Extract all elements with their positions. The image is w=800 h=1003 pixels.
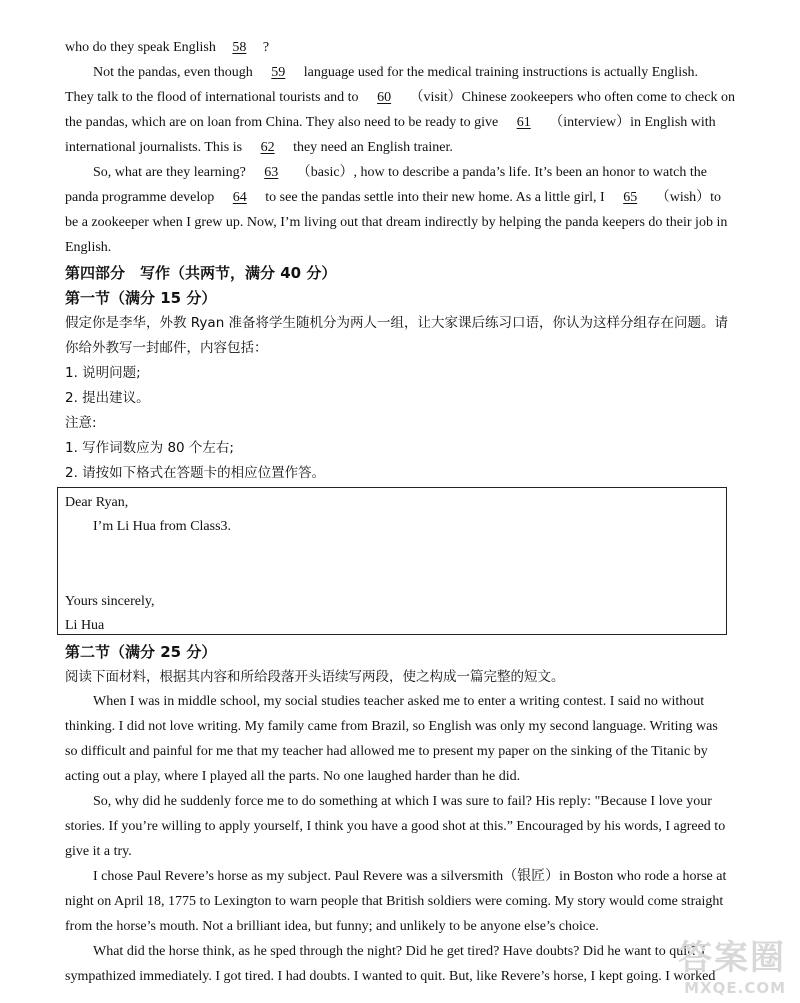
section1-heading: 第一节（满分 15 分） <box>65 289 217 307</box>
prompt-text: 假定你是李华，外教 Ryan 准备将学生随机分为两人一组，让大家课后练习口语，你认为这样分组存在问题。请 <box>65 315 729 331</box>
story-line: stories. If you’re willing to apply yourself, I think you have a good shot at this.” Encouraged by his words, I agreed to <box>65 819 726 834</box>
story-line: I chose Paul Revere’s horse as my subject. Paul Revere was a silversmith（银匠）in Boston who rode a horse at <box>93 869 727 884</box>
watermark-logo: 答案圈 MXQE.COM <box>678 938 786 997</box>
letter-salutation: Dear Ryan, <box>65 495 129 510</box>
passage-line: international journalists. This is 62 they need an English trainer. <box>65 140 453 155</box>
passage-line: They talk to the flood of international tourists and to 60 （visit）Chinese zookeepers who often come to check on <box>65 90 735 105</box>
note-item: 1. 写作词数应为 80 个左右; <box>65 440 234 456</box>
letter-signature: Li Hua <box>65 618 105 633</box>
passage-line: English. <box>65 240 112 255</box>
story-line: so difficult and painful for me that my teacher had allowed me to present my paper on the sinking of the Titanic by <box>65 744 708 759</box>
passage-line: who do they speak English 58 ? <box>65 40 270 55</box>
letter-opening: I’m Li Hua from Class3. <box>93 519 232 534</box>
story-line: thinking. I did not love writing. My family came from Brazil, so English was only my second language. Writing was <box>65 719 718 734</box>
story-line: acting out a play, where I played all the parts. No one laughed harder than he did. <box>65 769 521 784</box>
part4-heading: 第四部分 写作（共两节，满分 40 分） <box>65 264 337 282</box>
blank-61[interactable]: 61 <box>516 115 531 130</box>
blank-63[interactable]: 63 <box>264 165 279 180</box>
blank-65[interactable]: 65 <box>623 190 638 205</box>
passage-line: the pandas, which are on loan from China. They also need to be ready to give 61 （interview）in English with <box>65 115 716 130</box>
passage-line: So, what are they learning? 63 （basic）, how to describe a panda’s life. It’s been an honor to watch the <box>93 165 707 180</box>
blank-58[interactable]: 58 <box>232 40 247 55</box>
story-line: What did the horse think, as he sped through the night? Did he get tired? Have doubts? Did he want to quit? I <box>93 944 706 959</box>
section2-heading: 第二节（满分 25 分） <box>65 643 217 661</box>
letter-closing: Yours sincerely, <box>65 594 155 609</box>
passage-line: be a zookeeper when I grew up. Now, I’m living out that dream indirectly by helping the panda keepers do their job in <box>65 215 728 230</box>
blank-60[interactable]: 60 <box>377 90 392 105</box>
blank-62[interactable]: 62 <box>260 140 275 155</box>
blank-59[interactable]: 59 <box>271 65 286 80</box>
passage-line: Not the pandas, even though 59 language used for the medical training instructions is actually English. <box>93 65 699 80</box>
note-item: 2. 请按如下格式在答题卡的相应位置作答。 <box>65 465 326 481</box>
note-label: 注意: <box>65 415 97 431</box>
section2-instruction: 阅读下面材料，根据其内容和所给段落开头语续写两段，使之构成一篇完整的短文。 <box>65 669 565 685</box>
blank-64[interactable]: 64 <box>232 190 247 205</box>
story-line: sympathized immediately. I got tired. I had doubts. I wanted to quit. But, like Revere’s horse, I kept going. I worked <box>65 969 716 984</box>
requirement-item: 2. 提出建议。 <box>65 390 150 406</box>
story-line: from the horse’s mouth. Not a brilliant idea, but funny; and unlikely to be anyone else’s choice. <box>65 919 599 934</box>
story-line: night on April 18, 1775 to Lexington to warn people that British soldiers were coming. My story would come straight <box>65 894 724 909</box>
prompt-text: 你给外教写一封邮件，内容包括： <box>65 340 268 356</box>
story-line: give it a try. <box>65 844 132 859</box>
passage-line: panda programme develop 64 to see the pandas settle into their new home. As a little girl, I 65 （wish）to <box>65 190 722 205</box>
story-line: When I was in middle school, my social studies teacher asked me to enter a writing contest. I said no without <box>93 694 705 709</box>
story-line: So, why did he suddenly force me to do something at which I was sure to fail? His reply: "Because I love your <box>93 794 712 809</box>
requirement-item: 1. 说明问题; <box>65 365 141 381</box>
